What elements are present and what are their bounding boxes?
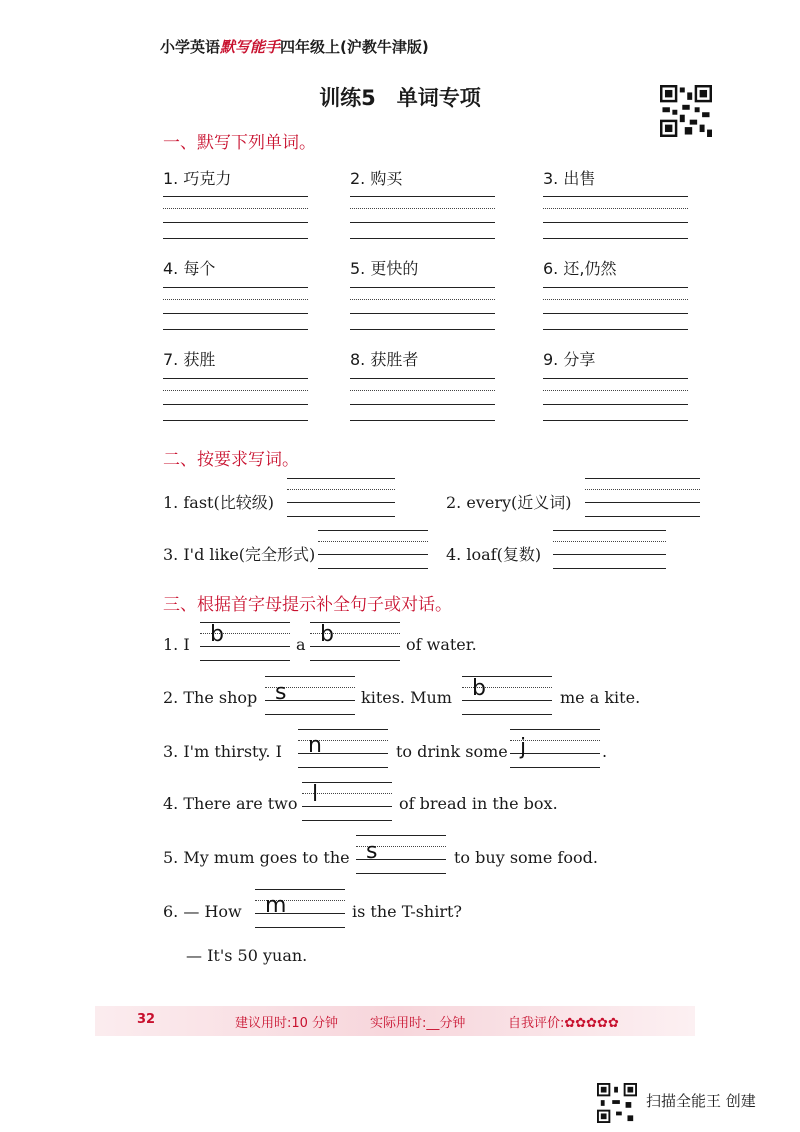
item-number: 8. — [350, 350, 366, 369]
writing-lines-3[interactable] — [543, 196, 688, 242]
item-number: 5. — [163, 848, 179, 867]
section1-heading: 一、默写下列单词。 — [163, 133, 316, 153]
sentence-part: I'm thirsty. I — [183, 742, 282, 761]
s3-q1-blank-1[interactable] — [200, 622, 290, 662]
s3-q1-end: of water. — [406, 635, 477, 654]
s3-q3-mid: to drink some — [396, 742, 508, 761]
item-number: 4. — [163, 259, 179, 278]
item-text: 出售 — [563, 169, 596, 188]
item-number: 6. — [543, 259, 559, 278]
item-number: 5. — [350, 259, 366, 278]
s3-q2-blank-2[interactable] — [462, 676, 552, 716]
word-item-7 — [163, 347, 215, 370]
item-number: 9. — [543, 350, 559, 369]
footer-bar — [95, 1006, 695, 1036]
header-left: 小学英语 — [160, 38, 221, 56]
item-text: 获胜 — [183, 350, 216, 369]
hint-letter: s — [275, 680, 287, 705]
item-number: 3. — [163, 545, 179, 564]
s3-q2-blank-1[interactable] — [265, 676, 355, 716]
item-text: every(近义词) — [466, 493, 572, 512]
item-text: 购买 — [370, 169, 403, 188]
s3-q6-end: is the T-shirt? — [352, 902, 463, 921]
header-right: 四年级上(沪教牛津版) — [280, 38, 429, 56]
item-number: 1. — [163, 635, 179, 654]
hint-letter: b — [320, 622, 334, 647]
hint-letter: n — [308, 733, 322, 758]
s3-q3-prefix — [163, 742, 282, 761]
s3-q2-prefix — [163, 688, 257, 707]
s3-q5-prefix — [163, 848, 350, 867]
s2-item-1 — [163, 490, 274, 513]
s3-q6-prefix — [163, 902, 242, 921]
writing-lines-9[interactable] — [543, 378, 688, 424]
item-number: 4. — [446, 545, 462, 564]
item-number: 2. — [163, 688, 179, 707]
header-brand: 默写能手 — [220, 38, 281, 56]
item-number: 1. — [163, 493, 179, 512]
s2-blank-3[interactable] — [318, 530, 428, 570]
s2-blank-2[interactable] — [585, 478, 700, 518]
s3-q4-blank-1[interactable] — [302, 782, 392, 822]
word-item-6 — [543, 256, 616, 279]
self-rating: 自我评价:✿✿✿✿✿ — [508, 1016, 619, 1031]
s3-q3-end: . — [602, 742, 608, 761]
writing-lines-5[interactable] — [350, 287, 495, 333]
item-number: 2. — [446, 493, 462, 512]
s3-q4-end: of bread in the box. — [399, 794, 558, 813]
page-number: 32 — [137, 1012, 156, 1027]
s2-blank-1[interactable] — [287, 478, 395, 518]
writing-lines-7[interactable] — [163, 378, 308, 424]
sentence-part: I — [183, 635, 190, 654]
s3-q2-end: me a kite. — [560, 688, 641, 707]
hint-letter: l — [312, 782, 319, 807]
word-item-1 — [163, 166, 231, 189]
word-item-4 — [163, 256, 215, 279]
hint-letter: j — [520, 735, 527, 760]
item-number: 4. — [163, 794, 179, 813]
s3-q1-blank-2[interactable] — [310, 622, 400, 662]
s3-q1-mid: a — [296, 635, 306, 654]
suggested-time: 建议用时:10 分钟 — [235, 1016, 339, 1031]
sentence-part: The shop — [183, 688, 258, 707]
scanner-label: 扫描全能王 创建 — [646, 1092, 756, 1110]
item-number: 3. — [163, 742, 179, 761]
s2-blank-4[interactable] — [553, 530, 666, 570]
word-item-3 — [543, 166, 595, 189]
writing-lines-1[interactable] — [163, 196, 308, 242]
word-item-2 — [350, 166, 402, 189]
item-text: 每个 — [183, 259, 216, 278]
sentence-part: — How — [183, 902, 242, 921]
writing-lines-2[interactable] — [350, 196, 495, 242]
hint-letter: m — [265, 893, 287, 918]
item-text: I'd like(完全形式) — [183, 545, 316, 564]
s3-q3-blank-1[interactable] — [298, 729, 388, 769]
s3-q6-reply: — It's 50 yuan. — [186, 946, 308, 965]
s2-item-4 — [446, 542, 541, 565]
writing-lines-8[interactable] — [350, 378, 495, 424]
hint-letter: b — [210, 622, 224, 647]
word-item-5 — [350, 256, 418, 279]
item-text: 获胜者 — [370, 350, 419, 369]
s3-q5-end: to buy some food. — [454, 848, 598, 867]
sentence-part: My mum goes to the — [183, 848, 350, 867]
item-text: loaf(复数) — [466, 545, 542, 564]
s3-q5-blank-1[interactable] — [356, 835, 446, 875]
item-text: 还,仍然 — [563, 259, 617, 278]
word-item-8 — [350, 347, 418, 370]
qr-code-icon — [660, 85, 712, 137]
item-text: 分享 — [563, 350, 596, 369]
word-item-9 — [543, 347, 595, 370]
item-number: 6. — [163, 902, 179, 921]
item-text: 更快的 — [370, 259, 419, 278]
section3-heading: 三、根据首字母提示补全句子或对话。 — [163, 595, 452, 615]
writing-lines-6[interactable] — [543, 287, 688, 333]
item-text: 巧克力 — [183, 169, 232, 188]
hint-letter: b — [472, 676, 486, 701]
s3-q3-blank-2[interactable] — [510, 729, 600, 769]
s3-q2-mid: kites. Mum — [361, 688, 452, 707]
actual-time: 实际用时:__分钟 — [370, 1016, 466, 1031]
s3-q1-prefix — [163, 635, 190, 654]
item-number: 3. — [543, 169, 559, 188]
s3-q6-blank-1[interactable] — [255, 889, 345, 929]
item-number: 1. — [163, 169, 179, 188]
item-number: 2. — [350, 169, 366, 188]
s3-q4-prefix — [163, 794, 298, 813]
page-title: 训练5 单词专项 — [319, 86, 481, 110]
scanner-qr-icon — [597, 1083, 637, 1123]
sentence-part: There are two — [183, 794, 298, 813]
item-number: 7. — [163, 350, 179, 369]
s2-item-3 — [163, 542, 315, 565]
book-header — [160, 36, 429, 57]
s2-item-2 — [446, 490, 572, 513]
item-text: fast(比较级) — [183, 493, 274, 512]
section2-heading: 二、按要求写词。 — [163, 450, 299, 470]
writing-lines-4[interactable] — [163, 287, 308, 333]
hint-letter: s — [366, 839, 378, 864]
